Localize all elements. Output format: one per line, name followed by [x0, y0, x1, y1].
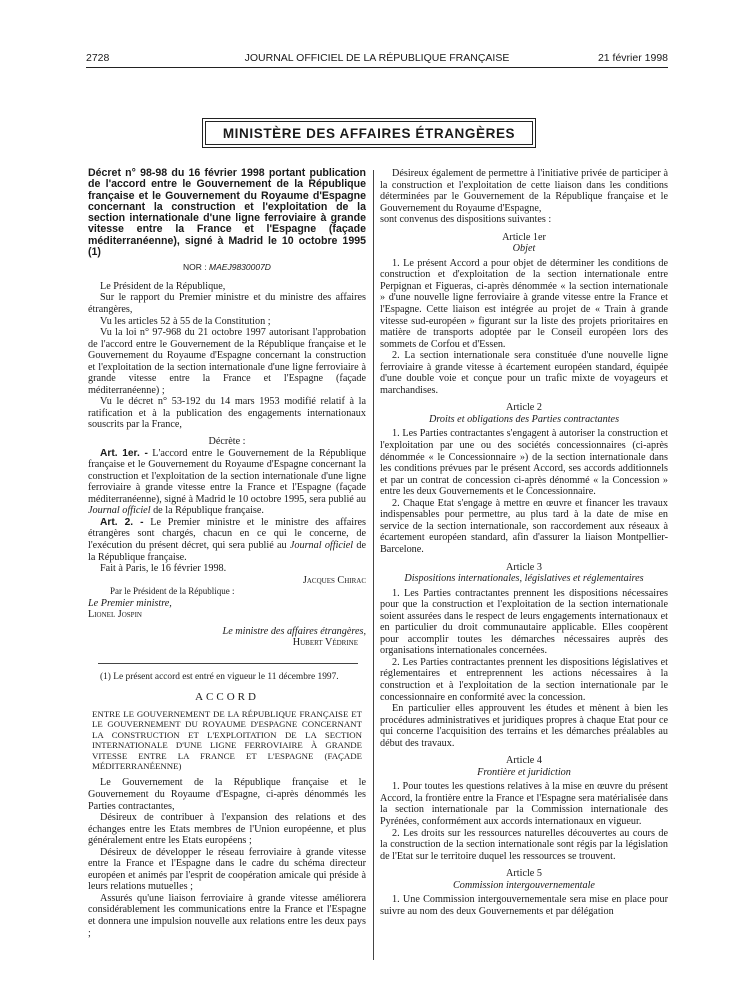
decree-paragraph: Vu les articles 52 à 55 de la Constitution ;: [100, 315, 271, 327]
article-text: L'accord entre le Gouvernement de la République française et le Gouvernement du Royaume d'Espagne concernant la construction et l'exploitation de la section internationale d'une ligne ferroviaire à grande vitesse entre la France et l'Espagne (façade méditerranéenne), signé à Madrid le 10 octobre 1995, sera publié au: [88, 447, 367, 505]
preamble-closing: sont convenus des dispositions suivantes :: [380, 214, 552, 226]
article-lead: Art. 2. -: [100, 516, 144, 528]
prime-minister-title: Le Premier ministre,: [88, 597, 172, 609]
accord-paragraph: Désireux de contribuer à l'expansion des relations et des échanges entre les Etats membres de l'Union européenne, et plus généralement entre les Etats européens ;: [88, 812, 366, 847]
article-lead: Art. 1er. -: [100, 447, 148, 459]
publication-date: 21 février 1998: [597, 52, 668, 64]
signature-date: Fait à Paris, le 16 février 1998.: [100, 563, 227, 575]
article-paragraph: 1. Les Parties contractantes prennent les dispositions nécessaires pour que la construction et l'exploitation de la section internationale soient assurées dans le respect de leurs engagements internationaux et en particulier du droit communautaire applicable. Elles coopèrent pour accomplir toutes les démarches nécessaires auprès des organisations internationales concernées.: [380, 587, 668, 657]
footnote: (1) Le présent accord est entré en vigueur le 11 décembre 1997.: [100, 671, 339, 682]
prime-minister-name: Lionel Jospin: [88, 609, 142, 621]
accord-heading: ACCORD: [195, 691, 259, 704]
decree-paragraph: Le Président de la République,: [100, 280, 226, 292]
article-text: de la République française.: [88, 539, 367, 563]
article-title: Article 1er: [502, 231, 546, 243]
page-header: [86, 52, 668, 66]
article-title: Article 5: [506, 868, 542, 880]
accord-subtitle: ENTRE LE GOUVERNEMENT DE LA RÉPUBLIQUE FRANÇAISE ET LE GOUVERNEMENT DU ROYAUME D'ESPAGNE CONCERNANT LA CONSTRUCTION ET L'EXPLOITATION DE LA SECTION INTERNATIONALE D'UNE LIGNE FERROVIAIRE À GRANDE VITESSE ENTRE LA FRANCE ET L'ESPAGNE (FAÇADE MÉDITERRANÉENNE): [92, 708, 362, 771]
article-subtitle: Dispositions internationales, législatives et réglementaires: [404, 573, 644, 585]
header-rule: [86, 67, 668, 68]
article-paragraph: 2. Les droits sur les ressources naturelles découvertes au cours de la construction de la section internationale sont régis par la législation de l'Etat sur le territoire duquel les ressources se trouvent.: [380, 827, 668, 862]
article-subtitle: Objet: [512, 243, 536, 255]
column-divider: [373, 170, 374, 960]
decree-paragraph: Vu le décret n° 53-192 du 14 mars 1953 modifié relatif à la ratification et à la publication des engagements internationaux souscrits par la France,: [88, 396, 366, 431]
nor-label: NOR :: [183, 262, 207, 273]
decrete-heading: Décrète :: [208, 436, 246, 448]
article-paragraph: En particulier elles approuvent les études et mènent à bien les procédures administratives et juridiques propres à chaque Etat pour ce qui concerne l'acquisition des terrains et les démarches préalables au début des travaux.: [380, 703, 668, 749]
ministry-box: [202, 118, 536, 148]
article-subtitle: Commission intergouvernementale: [453, 879, 595, 891]
article-paragraph: 1. Les Parties contractantes s'engagent à autoriser la construction et l'exploitation par une ou des sociétés concessionnaires (ci-après dénommée « le Concessionnaire ») de la section internationale dans les conditions prévues par le présent Accord, ses accords additionnels et par un contrat de concession ci-après dénommé « la Concession » entre les deux Gouvernements et le Concessionnaire.: [380, 428, 668, 498]
journal-title: JOURNAL OFFICIEL DE LA RÉPUBLIQUE FRANÇAISE: [244, 52, 510, 64]
page-number: 2728: [86, 52, 110, 64]
article-text: Le Premier ministre et le ministre des affaires étrangères sont chargés, chacun en ce qui le concerne, de l'exécution du présent décret, qui sera publié au: [88, 516, 366, 551]
article-title: Article 3: [506, 561, 542, 573]
article-text: de la République française.: [153, 505, 264, 517]
foreign-minister-name: Hubert Védrine: [292, 637, 358, 649]
article-subtitle: Droits et obligations des Parties contractantes: [428, 413, 620, 425]
article-subtitle: Frontière et juridiction: [477, 766, 571, 778]
ministry-heading: MINISTÈRE DES AFFAIRES ÉTRANGÈRES: [205, 121, 533, 145]
footnote-rule: [98, 663, 358, 664]
president-signature: Jacques Chirac: [302, 574, 366, 586]
article-paragraph: 2. Les Parties contractantes prennent les dispositions législatives et réglementaires et entreprennent les actions nécessaires à la construction et à l'exploitation de la section internationale par le concessionnaire en conformité avec la concession.: [380, 656, 668, 703]
by-president-label: Par le Président de la République :: [110, 586, 235, 597]
article-title: Article 2: [506, 402, 542, 414]
nor-code: MAEJ9830007D: [209, 262, 271, 273]
decree-paragraph: Vu la loi n° 97-968 du 21 octobre 1997 autorisant l'approbation de l'accord entre le Gouvernement de la République française et le Gouvernement du Royaume d'Espagne concernant la construction et l'exploitation de la section internationale d'une ligne ferroviaire à grande vitesse entre la France et l'Espagne (façade méditerranéenne) ;: [88, 327, 366, 396]
nor-reference: [88, 262, 366, 274]
accord-paragraph: Le Gouvernement de la République française et le Gouvernement du Royaume d'Espagne, ci-après dénommés les Parties contractantes,: [88, 777, 366, 812]
decree-paragraph: Sur le rapport du Premier ministre et du ministre des affaires étrangères,: [88, 292, 366, 316]
decree-title: Décret n° 98-98 du 16 février 1998 portant publication de l'accord entre le Gouvernement de la République française et le Gouvernement du Royaume d'Espagne concernant la construction et l'exploitation de la section internationale d'une ligne ferroviaire à grande vitesse entre la France et l'Espagne (façade méditerranéenne), signé à Madrid le 10 octobre 1995 (1): [88, 167, 366, 259]
journal-reference: Journal officiel: [289, 539, 354, 551]
decree-article-1: [88, 448, 366, 517]
article-paragraph: 1. Une Commission intergouvernementale sera mise en place pour suivre au nom des deux Gouvernements et par délégation: [380, 894, 668, 917]
article-paragraph: 1. Le présent Accord a pour objet de déterminer les conditions de construction et d'exploitation de la section internationale entre Perpignan et Figueras, ci-après dénommée « la section internationale » d'une nouvelle ligne ferroviaire à grande vitesse entre la France et l'Espagne. Cette liaison est intégrée au projet de « Train à grande vitesse sud-européen » figurant sur la liste des projets prioritaires en matière de transports adoptée par le Conseil européen lors des sommets de Corfou et d'Essen.: [380, 257, 668, 350]
right-column: [380, 168, 668, 917]
article-paragraph: 2. Chaque Etat s'engage à mettre en œuvre et financer les travaux indispensables pour permettre, au plus tard à la date de mise en service de la section internationale, son raccordement aux réseaux à écartement européen standard, afin d'assurer la liaison Montpellier-Barcelone.: [380, 497, 668, 555]
left-column: [88, 168, 366, 939]
journal-reference: Journal officiel: [88, 505, 151, 517]
article-paragraph: 1. Pour toutes les questions relatives à la mise en œuvre du présent Accord, la frontière entre la France et l'Espagne sera matérialisée dans la section internationale par la Commission internationale des Pyrénées, conformément aux accords internationaux en vigueur.: [380, 781, 668, 827]
foreign-minister-title: Le ministre des affaires étrangères,: [222, 625, 366, 637]
accord-paragraph: Assurés qu'une liaison ferroviaire à grande vitesse améliorera considérablement les communications entre la France et l'Espagne et donnera une impulsion nouvelle aux relations entre les deux pays ;: [88, 892, 366, 939]
preamble-paragraph: Désireux également de permettre à l'initiative privée de participer à la construction et l'exploitation de cette liaison dans les conditions déterminées par le Gouvernement de la République française et le Gouvernement du Royaume d'Espagne,: [380, 168, 668, 214]
article-title: Article 4: [506, 755, 542, 767]
decree-article-2: [88, 517, 366, 563]
article-paragraph: 2. La section internationale sera constituée d'une nouvelle ligne ferroviaire à grande vitesse à écartement européen standard, équipée d'une double voie et conçue pour un trafic mixte de voyageurs et marchandises.: [380, 350, 668, 396]
accord-paragraph: Désireux de développer le réseau ferroviaire à grande vitesse entre la France et l'Espagne dans le cadre du schéma directeur européen et animés par l'esprit de coopération amicale qui préside à leurs relations mutuelles ;: [88, 846, 366, 893]
